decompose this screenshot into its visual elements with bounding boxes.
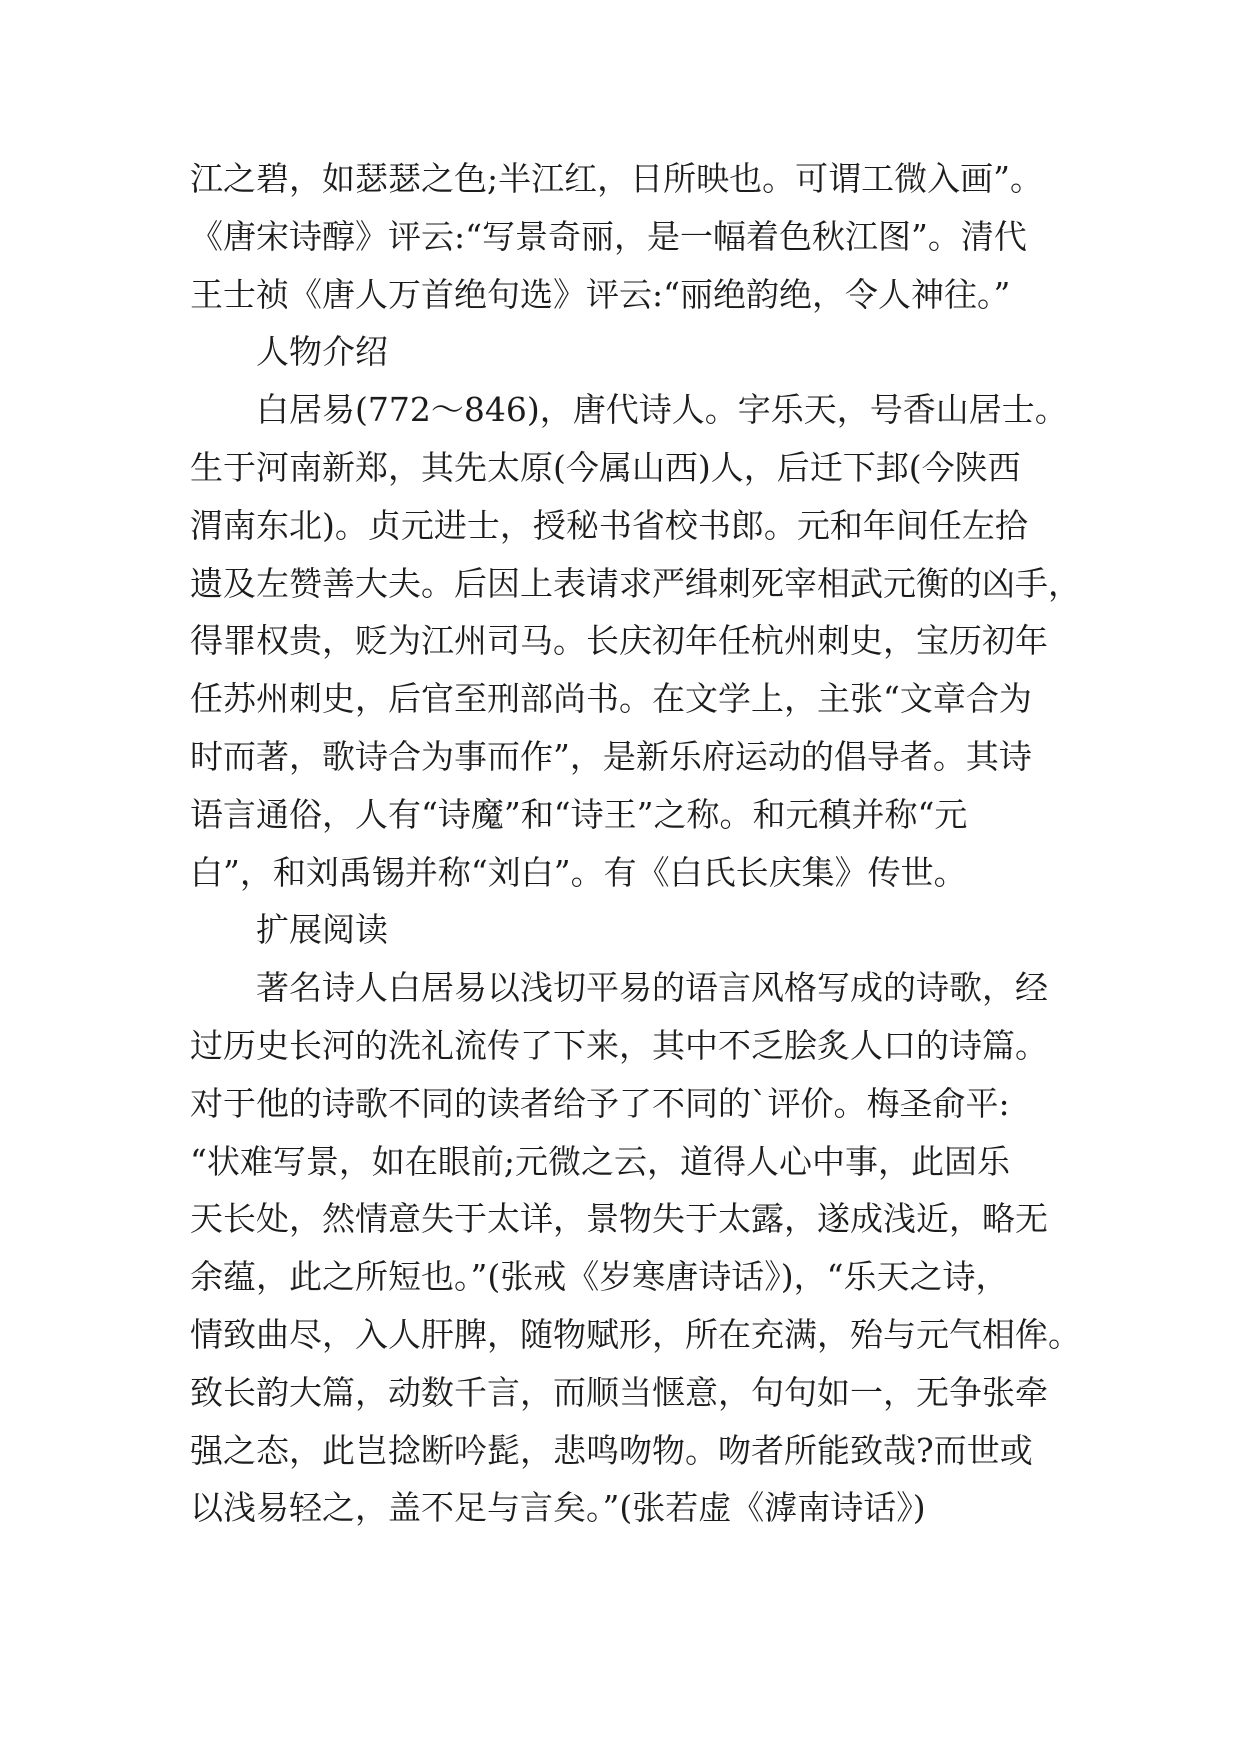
- body-line: 王士祯《唐人万首绝句选》评云:“丽绝韵绝，令人神往。”: [190, 274, 1011, 314]
- section-heading-character-intro: 人物介绍: [256, 332, 388, 372]
- body-line: 对于他的诗歌不同的读者给予了不同的`评价。梅圣俞平:: [190, 1083, 1010, 1123]
- body-line: 《唐宋诗醇》评云:“写景奇丽，是一幅着色秋江图”。清代: [190, 216, 1027, 256]
- paragraph-first-line: 著名诗人白居易以浅切平易的语言风格写成的诗歌，经: [256, 968, 1048, 1008]
- body-line: 致长韵大篇，动数千言，而顺当惬意，句句如一，无争张牵: [190, 1372, 1048, 1412]
- body-line: 任苏州刺史，后官至刑部尚书。在文学上，主张“文章合为: [190, 679, 1032, 719]
- body-line: 渭南东北)。贞元进士，授秘书省校书郎。元和年间任左拾: [190, 505, 1028, 545]
- body-line: 强之态，此岂捻断吟髭，悲鸣吻物。吻者所能致哉?而世或: [190, 1430, 1033, 1470]
- body-line: 语言通俗，人有“诗魔”和“诗王”之称。和元稹并称“元: [190, 794, 968, 834]
- body-line: 遗及左赞善大夫。后因上表请求严缉刺死宰相武元衡的凶手，: [190, 563, 1081, 603]
- section-heading-extended-reading: 扩展阅读: [256, 910, 388, 950]
- body-line: 时而著，歌诗合为事而作”，是新乐府运动的倡导者。其诗: [190, 736, 1032, 776]
- body-line: 过历史长河的洗礼流传了下来，其中不乏脍炙人口的诗篇。: [190, 1025, 1048, 1065]
- body-line: 白”，和刘禹锡并称“刘白”。有《白氏长庆集》传世。: [190, 852, 967, 892]
- body-line: 以浅易轻之，盖不足与言矣。”(张若虚《滹南诗话》): [190, 1488, 926, 1528]
- paragraph-first-line: 白居易(772～846)，唐代诗人。字乐天，号香山居士。: [256, 390, 1068, 430]
- body-line: 天长处，然情意失于太详，景物失于太露，遂成浅近，略无: [190, 1199, 1048, 1239]
- body-line: “状难写景，如在眼前;元微之云，道得人心中事，此固乐: [190, 1141, 1010, 1181]
- body-line: 情致曲尽，入人肝脾，随物赋形，所在充满，殆与元气相侔。: [190, 1314, 1081, 1354]
- body-line: 余蕴，此之所短也。”(张戒《岁寒唐诗话》)，“乐天之诗，: [190, 1257, 1009, 1297]
- body-line: 生于河南新郑，其先太原(今属山西)人，后迁下邽(今陕西: [190, 447, 1021, 487]
- body-line: 得罪权贵，贬为江州司马。长庆初年任杭州刺史，宝历初年: [190, 621, 1048, 661]
- document-body: [190, 150, 1081, 1537]
- body-line: 江之碧，如瑟瑟之色;半江红，日所映也。可谓工微入画”。: [190, 159, 1043, 198]
